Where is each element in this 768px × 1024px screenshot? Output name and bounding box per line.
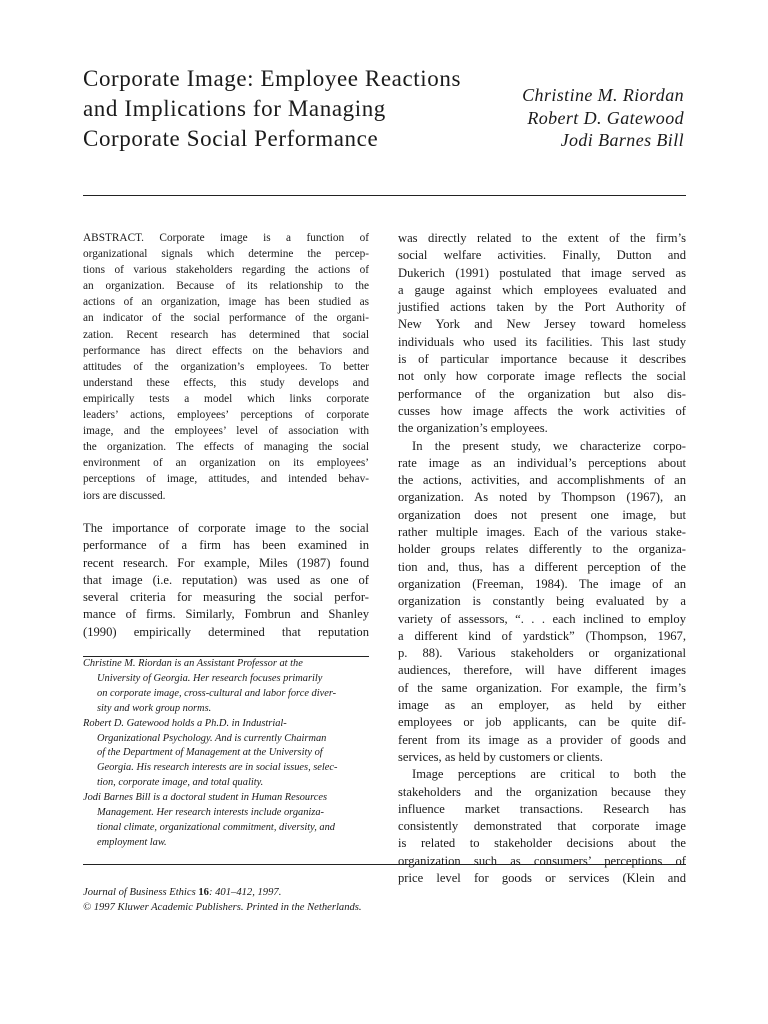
body-line: performance of the organization but also dis- bbox=[398, 386, 686, 401]
abstract-line: ABSTRACT. Corporate image is a function of bbox=[83, 232, 369, 244]
publication-footer bbox=[83, 885, 483, 915]
author-note-line: of the Department of Management at the University of bbox=[97, 747, 323, 759]
abstract-line: organizational signals which determine the percep- bbox=[83, 248, 369, 261]
author-note-line: on corporate image, cross-cultural and labor force diver- bbox=[97, 687, 337, 699]
body-line: justified actions taken by the Port Authority of bbox=[398, 300, 686, 315]
body-line: individuals who used its facilities. This last study bbox=[398, 334, 686, 349]
body-line: the organization’s employees. bbox=[398, 421, 548, 436]
title-line: Corporate Social Performance bbox=[83, 126, 379, 151]
left-column bbox=[83, 230, 369, 639]
body-line: is of particular importance because it describes bbox=[398, 352, 686, 367]
abstract-line: zation. Recent research has determined that social bbox=[83, 328, 369, 341]
abstract-line: understand these effects, this study develops and bbox=[83, 376, 369, 389]
journal-volume: 16 bbox=[198, 887, 209, 898]
author-note-line: University of Georgia. Her research focuses primarily bbox=[97, 672, 323, 684]
author-note-line: employment law. bbox=[97, 836, 167, 848]
abstract-line: environment of an organization on its employees’ bbox=[83, 457, 369, 470]
body-line: price level for goods or services (Klein and bbox=[398, 870, 686, 885]
title-line: and Implications for Managing bbox=[83, 96, 386, 121]
body-line: holder groups relates differently to the organiza- bbox=[398, 542, 686, 557]
body-line: social welfare activities. Finally, Dutton and bbox=[398, 248, 686, 263]
body-line: organization such as consumers’ perceptions of bbox=[398, 853, 686, 868]
pages-year: : 401–412, 1997. bbox=[208, 887, 282, 898]
author-note-line: sity and work group norms. bbox=[97, 702, 212, 714]
body-line: image as an employer, as held by either bbox=[398, 698, 686, 713]
body-text-right bbox=[398, 230, 686, 887]
body-line: cusses how image affects the work activities of bbox=[398, 403, 686, 418]
body-line: consistently demonstrated that corporate image bbox=[398, 819, 686, 834]
author-notes bbox=[83, 657, 369, 851]
body-line: The importance of corporate image to the social bbox=[83, 521, 369, 535]
body-line: a gauge against which employees evaluated and bbox=[398, 282, 686, 297]
abstract-line: leaders’ actions, employees’ perceptions of corporate bbox=[83, 409, 369, 422]
abstract-line: an indicator of the social performance of the organi- bbox=[83, 312, 369, 325]
body-line: (1990) empirically determined that reputation bbox=[83, 624, 369, 639]
body-line: of the same organization. For example, the firm’s bbox=[398, 680, 686, 695]
author-note-line: tion, corporate image, and total quality. bbox=[97, 777, 264, 789]
body-text-left bbox=[83, 520, 369, 641]
body-line: ferent from its image as a provider of goods and bbox=[398, 732, 686, 747]
body-line: audiences, therefore, will have different images bbox=[398, 663, 686, 678]
abstract-line: the organization. The effects of managing the social bbox=[83, 441, 369, 454]
body-line: variety of assessors, “. . . each inclined to employ bbox=[398, 611, 686, 626]
abstract-line: image, and the employees’ level of association with bbox=[83, 425, 369, 438]
body-line: organization is constantly being evaluated by a bbox=[398, 594, 686, 609]
body-line: organization (Freeman, 1984). The image of an bbox=[398, 576, 686, 591]
abstract-line: attitudes of the organization’s employees. To better bbox=[83, 360, 369, 373]
body-line: that image (i.e. reputation) was used as one of bbox=[83, 572, 369, 587]
body-line: mance of firms. Similarly, Fombrun and Shanley bbox=[83, 607, 369, 622]
body-line: p. 88). Various stakeholders or organizational bbox=[398, 646, 686, 661]
abstract-line: iors are discussed. bbox=[83, 489, 166, 502]
author-note-line: Jodi Barnes Bill is a doctoral student in Human Resources bbox=[83, 792, 328, 804]
body-line: not only how corporate image reflects the social bbox=[398, 369, 686, 384]
citation-line bbox=[83, 885, 483, 900]
author-note-line: Georgia. His research interests are in social issues, selec- bbox=[97, 762, 338, 774]
body-line: rather multiple images. Each of the various stake- bbox=[398, 525, 686, 540]
author-note-line: Christine M. Riordan is an Assistant Professor at the bbox=[83, 658, 303, 669]
body-line: is related to stakeholder decisions about the bbox=[398, 836, 686, 851]
body-line: recent research. For example, Miles (1987) found bbox=[83, 555, 369, 570]
author-name: Jodi Barnes Bill bbox=[560, 130, 684, 150]
abstract-line: tions of various stakeholders regarding the actions of bbox=[83, 264, 369, 277]
author-note-line: tional climate, organizational commitment, diversity, and bbox=[97, 821, 335, 833]
body-line: the actions, activities, and accomplishments of an bbox=[398, 473, 686, 488]
body-line: tion and, thus, has a different perception of the bbox=[398, 559, 686, 574]
body-line: performance of a firm has been examined in bbox=[83, 538, 369, 553]
body-line: organization does not present one image, but bbox=[398, 507, 686, 522]
abstract-line: performance has direct effects on the behaviors and bbox=[83, 344, 369, 357]
body-line: influence market transactions. Research has bbox=[398, 801, 686, 816]
body-line: stakeholders and the organization because they bbox=[398, 784, 686, 799]
body-line: a different kind of yardstick” (Thompson, 1967, bbox=[398, 628, 686, 643]
body-line: In the present study, we characterize corpo- bbox=[412, 438, 686, 453]
body-line: Image perceptions are critical to both the bbox=[412, 767, 686, 782]
body-line: rate image as an individual’s perceptions about bbox=[398, 455, 686, 470]
body-line: New York and New Jersey toward homeless bbox=[398, 317, 686, 332]
abstract-line: actions of an organization, image has been studied as bbox=[83, 296, 369, 309]
author-name: Robert D. Gatewood bbox=[527, 107, 684, 128]
body-line: was directly related to the extent of the firm’s bbox=[398, 231, 686, 245]
author-note-line: Management. Her research interests include organiza- bbox=[97, 807, 325, 819]
abstract-line: empirically tests a model which links corporate bbox=[83, 392, 369, 405]
body-line: Dukerich (1991) postulated that image served as bbox=[398, 265, 686, 280]
author-list bbox=[424, 84, 684, 152]
footer-divider bbox=[83, 864, 686, 865]
author-name: Christine M. Riordan bbox=[522, 85, 684, 105]
author-note-line: Robert D. Gatewood holds a Ph.D. in Industrial- bbox=[83, 717, 287, 729]
header-divider bbox=[83, 195, 686, 196]
abstract-line: an organization. Because of its relationship to the bbox=[83, 280, 369, 293]
body-line: organization. As noted by Thompson (1967), an bbox=[398, 490, 686, 505]
abstract-line: perceptions of image, attitudes, and intended behav- bbox=[83, 473, 369, 486]
body-line: employees or job applicants, can be quite dif- bbox=[398, 715, 686, 730]
journal-name: Journal of Business Ethics bbox=[83, 887, 196, 898]
body-line: services, as held by customers or clients. bbox=[398, 749, 603, 764]
copyright-line: © 1997 Kluwer Academic Publishers. Printed in the Netherlands. bbox=[83, 902, 362, 913]
abstract bbox=[83, 230, 369, 504]
title-line: Corporate Image: Employee Reactions bbox=[83, 66, 462, 91]
body-line: several criteria for measuring the social perfor- bbox=[83, 590, 369, 605]
author-note-line: Organizational Psychology. And is currently Chairman bbox=[97, 732, 327, 744]
